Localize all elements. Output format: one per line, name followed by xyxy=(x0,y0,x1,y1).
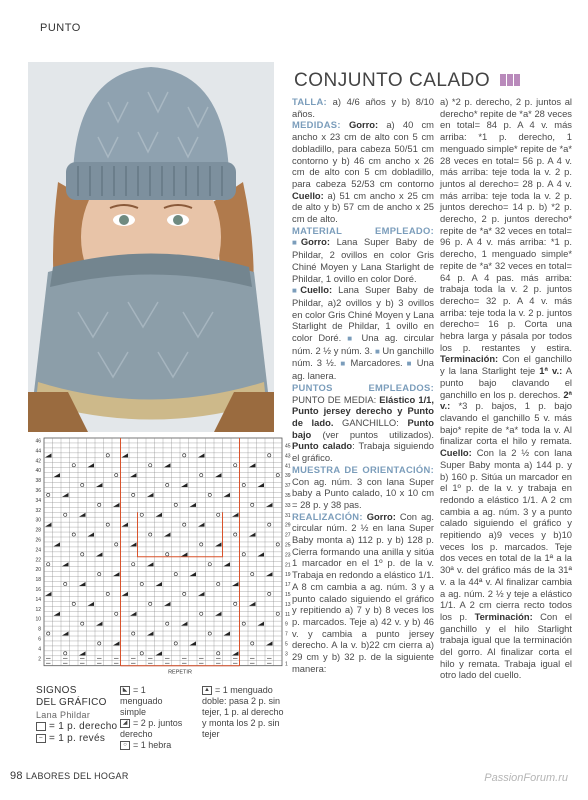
material-cuello-text: Lana Super Baby de Phildar, a)2 ovillos y b) 3 ovillos en color Gris Chiné Moyen y Lana Starlight de Phildar, 1 ovillo en color Doré. xyxy=(292,284,434,344)
puntos-text-3: (ver puntos utilizados). xyxy=(311,428,434,440)
row-number-right: 43 xyxy=(285,453,291,460)
row-number-right: 33 xyxy=(285,502,291,509)
row-number-left: 36 xyxy=(35,488,41,494)
puntos-text: PUNTO DE MEDIA: xyxy=(292,393,380,405)
row-number-right: 23 xyxy=(285,552,291,559)
row-number-right: 11 xyxy=(285,611,291,618)
watermark: PassionForum.ru xyxy=(484,772,568,784)
row-number-left: 40 xyxy=(35,468,41,475)
bullet-icon: ■ xyxy=(292,286,301,296)
medidas-heading: MEDIDAS: xyxy=(292,119,341,131)
ssk-symbol-icon: ◣ xyxy=(120,686,130,695)
bullet-icon: ■ xyxy=(406,359,413,369)
row-number-right: 39 xyxy=(285,473,291,480)
legend-item-juntos xyxy=(120,718,186,740)
medidas-text: a) 40 cm ancho x 23 cm de alto con 5 cm dobladillo, para cabeza 50/51 cm contorno y b) 46 cm ancho x 26 cm de alto con 5 cm dobladillo, para cabeza 52/53 cm contorno xyxy=(292,119,434,189)
row-number-left: 22 xyxy=(35,557,41,564)
row-number-right: 15 xyxy=(285,591,291,598)
legend-item-hebra xyxy=(120,740,186,751)
bullet-icon: ■ xyxy=(340,359,347,369)
row-number-left: 12 xyxy=(35,606,41,613)
legend-col-3 xyxy=(202,685,284,740)
material-agujas: Una ag. circular núm. 2 ½ y núm. 3. xyxy=(292,332,434,356)
double-decrease-symbol-icon: ▲ xyxy=(202,686,212,695)
row-number-left: 2 xyxy=(38,656,41,663)
legend-label: = 1 p. derecho xyxy=(49,721,118,732)
row-number-right: 21 xyxy=(285,562,291,569)
instructions-column-1 xyxy=(292,96,434,674)
bullet-icon: ■ xyxy=(292,238,301,248)
col2-text-6: Con el ganchillo y el hilo Starlight trabaja igual que la terminación del gorro. Al finalizar corta el hilo y remata. Trabaja igual el otro lado del cuello. xyxy=(440,610,572,681)
bullet-icon: ■ xyxy=(347,334,356,344)
puntos-heading: PUNTOS EMPLEADOS: xyxy=(292,381,434,393)
row-number-left: 30 xyxy=(35,517,41,524)
row-number-left: 44 xyxy=(35,448,41,455)
row-number-left: 4 xyxy=(38,646,41,653)
muestra-text: Con ag. núm. 3 con lana Super baby a Punto calado, 10 x 10 cm = 28 p. y 38 pas. xyxy=(292,475,434,510)
page-footer xyxy=(10,770,129,782)
page-number: 98 xyxy=(10,770,23,782)
row-number-left: 26 xyxy=(35,537,41,544)
page-title xyxy=(294,70,521,92)
legend-subtitle: Lana Phildar xyxy=(36,710,91,720)
material-gorro-text: Lana Super Baby de Phildar, 2 ovillos en color Gris Chiné Moyen y Lana Starlight de Phildar, 1 ovillo en color Doré. xyxy=(292,236,434,284)
row-number-right: 1 xyxy=(285,661,288,668)
legend-label: = 1 p. revés xyxy=(49,733,106,744)
col2-text-4: *3 p. bajos, 1 p. bajo clavando el ganchillo 5 v. más bajo* repite de *a* toda la v. Al finalizar corta el hilo y remata. xyxy=(440,400,572,447)
row-number-right: 19 xyxy=(285,572,291,579)
row-number-right: 3 xyxy=(285,651,288,658)
talla-text: a) 4/6 años y b) 8/10 años. xyxy=(292,96,434,119)
row-number-right: 17 xyxy=(285,582,291,589)
legend-title-1: SIGNOS xyxy=(36,685,77,696)
section-label: PUNTO xyxy=(40,22,81,34)
material-ganchillo: Un ganchillo núm. 3 ½. xyxy=(292,344,435,369)
legend-item-derecho xyxy=(36,721,117,733)
row-number-right: 27 xyxy=(285,532,291,539)
row-number-left: 32 xyxy=(35,507,41,514)
legend-label: = 2 p. juntos derecho xyxy=(120,718,183,739)
difficulty-icon xyxy=(500,70,521,92)
legend-label: = 1 menguado simple xyxy=(120,685,163,717)
instructions-column-2 xyxy=(440,96,572,681)
row-number-left: 24 xyxy=(35,547,41,554)
row-number-left: 10 xyxy=(35,616,41,623)
legend-item-menguado-doble xyxy=(202,685,284,740)
legend-col-2 xyxy=(120,685,186,751)
bullet-icon: ■ xyxy=(374,346,380,356)
legend-item-menguado-simple xyxy=(120,685,186,718)
realizacion-heading: REALIZACIÓN: xyxy=(292,510,363,522)
row-number-left: 8 xyxy=(38,626,41,633)
medidas-cuello-label: Cuello: xyxy=(292,189,324,201)
k2tog-symbol-icon: ◢ xyxy=(120,719,130,728)
row-number-left: 16 xyxy=(35,587,41,593)
realizacion-text: Con ag. circular núm. 2 ½ en lana Super Baby monta a) 112 p. y b) 128 p. Cierra formando una anilla y sitúa 1 marcador en el 1º p. de la v. Trabaja en redondo a elástico 1/1. A 8 cm cambia a ag. núm. 3 y a punto calado siguiendo el gráfico y repitiendo a) 7 y b) 8 veces los p. marcados. Teje a) 42 v. y b) 46 v. y cambia a punto jersey derecho. A la v. b)22 cm cierra a) 29 cm y b) 32 p. de la siguiente manera: xyxy=(292,510,434,674)
puntos-bold-3: Punto calado xyxy=(292,440,353,452)
row-number-left: 46 xyxy=(35,438,41,445)
legend-title xyxy=(36,685,117,745)
terminacion-label: Terminación: xyxy=(440,353,499,365)
vuelta-1-label: 1ª v.: xyxy=(539,365,563,377)
talla-heading: TALLA: xyxy=(292,96,327,107)
puntos-bold-2: Punto bajo xyxy=(292,416,435,440)
row-number-right: 41 xyxy=(285,463,291,470)
row-number-right: 13 xyxy=(285,601,291,608)
repeat-label: REPETIR xyxy=(168,669,192,676)
row-number-right: 29 xyxy=(285,522,291,529)
title-text: CONJUNTO CALADO xyxy=(294,70,491,92)
cuello-label: Cuello: xyxy=(440,447,472,459)
material-cuello-label: Cuello: xyxy=(300,284,333,296)
material-marcadores: Marcadores. xyxy=(346,357,403,369)
row-number-left: 28 xyxy=(35,527,41,534)
row-number-left: 20 xyxy=(35,567,41,574)
photo-girl-hat-cowl xyxy=(28,62,274,432)
row-number-right: 31 xyxy=(285,512,291,519)
material-heading: MATERIAL EMPLEADO: xyxy=(292,224,434,236)
row-number-right: 37 xyxy=(285,483,291,490)
col2-text-5: Con la 2 ½ con lana Super Baby monta a) 144 p. y b) 160 p. Sitúa un marcador en el 1º p. de la v. y trabaja en redondo a elástico 1/1. A 2 cm cambia a ag. núm. 3 y a punto calado siguiendo el gráfico y repitiendo a)9 veces y b)10 veces los p. marcados. Teje dos veces en total de la 1ª a la 30ª v. del gráfico más de la 31ª v. a la 44ª v. Al finalizar cambia a ag. núm. 2 ½ y teje a elástico 1/1. A 2 cm cierra recto todos los p. xyxy=(440,447,572,622)
knitting-chart xyxy=(28,432,291,676)
row-number-left: 42 xyxy=(35,458,41,465)
puntos-bold-1: Elástico 1/1, Punto jersey derecho y Punto de lado. xyxy=(292,393,434,428)
knitting-chart-grid xyxy=(28,432,291,676)
row-number-right: 45 xyxy=(285,443,291,450)
medidas-cuello-text: a) 51 cm ancho x 25 cm de alto y b) 57 cm de ancho x 25 cm de alto. xyxy=(292,189,434,225)
muestra-heading: MUESTRA DE ORIENTACIÓN: xyxy=(292,463,434,475)
legend-label: = 1 menguado doble: pasa 2 p. sin tejer, 1 p. al derecho y monta los 2 p. sin tejer xyxy=(202,685,284,739)
vuelta-2-label: 2ª v.: xyxy=(440,388,572,412)
material-gorro-label: Gorro: xyxy=(300,236,330,248)
col2-text-2: Con el ganchillo y la lana Starlight teje xyxy=(440,353,572,377)
col2-text-3: A punto bajo clavando el ganchillo en los p. derechos. xyxy=(440,365,572,400)
row-number-right: 9 xyxy=(285,621,288,628)
row-number-right: 5 xyxy=(285,641,288,648)
row-number-right: 25 xyxy=(285,542,291,549)
row-number-right: 7 xyxy=(285,631,288,638)
realizacion-gorro-label: Gorro: xyxy=(362,510,396,522)
purl-symbol-icon: – xyxy=(36,734,46,743)
legend-title-2: DEL GRÁFICO xyxy=(36,697,107,708)
photo-illustration xyxy=(28,62,274,432)
row-number-left: 18 xyxy=(35,577,41,584)
row-number-right: 35 xyxy=(285,492,291,499)
row-number-left: 6 xyxy=(38,636,41,643)
material-lanera: Una ag. lanera. xyxy=(292,357,434,382)
terminacion-label-2: Terminación: xyxy=(474,610,533,622)
row-number-left: 34 xyxy=(35,497,41,504)
legend-item-reves xyxy=(36,733,117,745)
yarn-over-symbol-icon: ○ xyxy=(120,741,130,750)
legend-label: = 1 hebra xyxy=(133,740,172,750)
puntos-text-4: : Trabaja siguiendo el gráfico. xyxy=(292,440,434,464)
knit-symbol-icon xyxy=(36,722,46,731)
col2-text-1: a) *2 p. derecho, 2 p. juntos al derecho* repite de *a* 28 veces en total= 84 p. A 4 v. más arriba: *1 p. derecho, 1 menguado simple* repite de *a* 28 veces en total= 56 p. A 4 v. más arriba: teje toda la v. 2 p. juntos al derecho= 28 p. A 4 v. más arriba: teje toda la v. 2 p. juntos derecho= 14 p. b) *2 p. derecho, 2 p. juntos derecho* repite de *a* 32 veces en total= 96 p. A 4 v. más arriba: *1 p. derecho, 1 menguado simple* repite de *a* 32 veces en total= 64 p. A 4 pas. más arriba: trabaja toda la v. 2 p. juntos derecho= 32 p. A 4 v. más arriba: teje toda la v. 2 p. juntos derecho= 16 p. Corta una hebra larga y pásala por todos los p. restantes y estira. xyxy=(440,96,572,353)
row-number-left: 14 xyxy=(35,596,41,603)
puntos-text-2: GANCHILLO: xyxy=(333,416,408,428)
magazine-name: LABORES DEL HOGAR xyxy=(25,771,129,781)
medidas-gorro-label: Gorro: xyxy=(340,119,379,131)
row-number-left: 38 xyxy=(35,478,41,485)
